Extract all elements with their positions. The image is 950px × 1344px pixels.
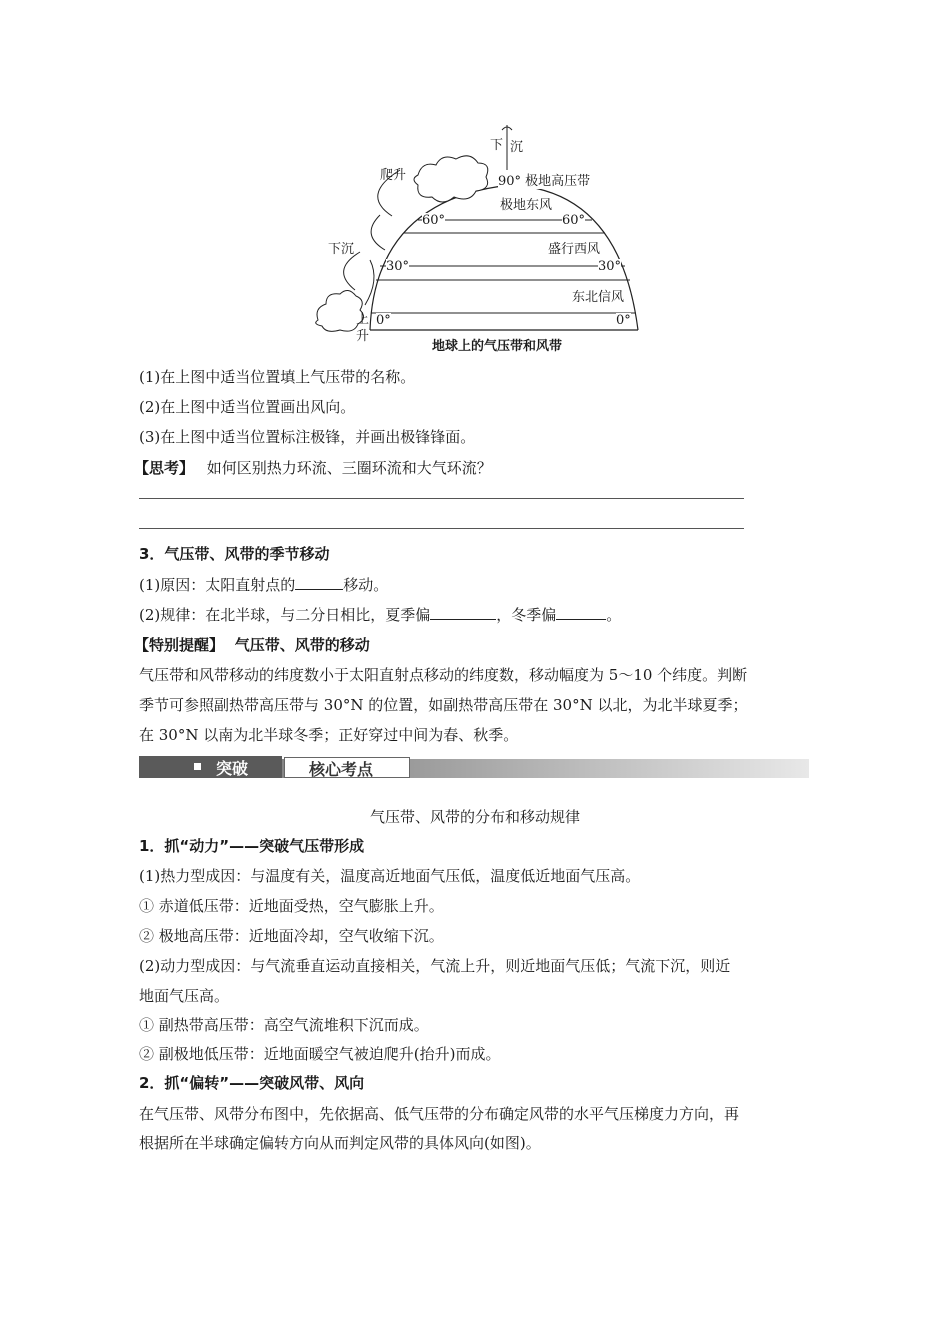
- lat30-left-label: 30°: [386, 259, 410, 274]
- top-arrow-char-2: 沉: [510, 140, 524, 155]
- climb-label: 爬升: [380, 168, 407, 183]
- reason-prefix: (1)原因：太阳直射点的: [139, 576, 296, 594]
- core-p1-b1: ① 副热带高压带：高空气流堆积下沉而成。: [139, 1016, 429, 1034]
- core-p1-b-line1: (2)动力型成因：与气流垂直运动直接相关，气流上升，则近地面气压低；气流下沉，则近: [139, 957, 731, 975]
- trade-winds-label: 东北信风: [572, 290, 625, 305]
- core-p1-b2: ② 副极地低压带：近地面暖空气被迫爬升(抬升)而成。: [139, 1045, 501, 1063]
- lat0-left-label: 0°: [376, 313, 391, 328]
- reminder-heading: [134, 634, 370, 655]
- core-p1-a1: ① 赤道低压带：近地面受热，空气膨胀上升。: [139, 897, 444, 915]
- section3-title: 3．气压带、风带的季节移动: [139, 545, 330, 563]
- think-text: 如何区别热力环流、三圈环流和大气环流？: [206, 459, 492, 477]
- core-p1-a2: ② 极地高压带：近地面冷却，空气收缩下沉。: [139, 927, 444, 945]
- rule-suffix: 。: [606, 606, 622, 624]
- rise-char-1: 上: [356, 312, 370, 327]
- question-1: (1)在上图中适当位置填上气压带的名称。: [139, 368, 416, 386]
- reason-blank[interactable]: [295, 575, 343, 590]
- summer-blank[interactable]: [430, 605, 496, 620]
- rise-char-2: 升: [356, 329, 370, 344]
- core-heading: 气压带、风带的分布和移动规律: [369, 808, 580, 826]
- core-p1-b-line2: 地面气压高。: [139, 987, 230, 1005]
- section3-rule: [139, 604, 621, 625]
- reminder-line-1: 气压带和风带移动的纬度数小于太阳直射点移动的纬度数，移动幅度为 5～10 个纬度。判断: [139, 666, 748, 684]
- reason-suffix: 移动。: [343, 576, 389, 594]
- core-p2-line2: 根据所在半球确定偏转方向从而判定风带的具体风向(如图)。: [139, 1134, 541, 1152]
- diagram-caption: 地球上的气压带和风带: [432, 339, 563, 354]
- upper-cloud-icon: [414, 156, 488, 202]
- think-line: [134, 457, 492, 478]
- lat60-left-label: 60°: [422, 213, 446, 228]
- reminder-line-3: 在 30°N 以南为北半球冬季；正好穿过中间为春、秋季。: [139, 726, 519, 744]
- hadley-cell-arrow: [344, 252, 360, 290]
- core-p1-title: 1．抓“动力”——突破气压带形成: [139, 837, 365, 855]
- core-p2-line1: 在气压带、风带分布图中，先依据高、低气压带的分布确定风带的水平气压梯度力方向，再: [139, 1105, 740, 1123]
- banner-right-box: [284, 757, 410, 778]
- return-arrow: [365, 260, 374, 305]
- question-3: (3)在上图中适当位置标注极锋，并画出极锋锋面。: [139, 428, 476, 446]
- polar-east-label: 极地东风: [500, 198, 553, 213]
- core-p2-title: 2．抓“偏转”——突破风带、风向: [139, 1074, 365, 1092]
- lat60-right-label: 60°: [562, 213, 586, 228]
- rule-prefix: (2)规律：在北半球，与二分日相比，夏季偏: [139, 606, 431, 624]
- core-p1-a: (1)热力型成因：与温度有关，温度高近地面气压低，温度低近地面气压高。: [139, 867, 641, 885]
- reminder-label: 【特别提醒】: [134, 636, 225, 654]
- banner-square-icon: [194, 763, 201, 770]
- winter-blank[interactable]: [556, 605, 606, 620]
- think-label: 【思考】: [134, 459, 195, 477]
- ferrel-cell-arrow: [371, 215, 385, 250]
- section-banner: [139, 756, 809, 780]
- top-arrow-char-1: 下: [490, 138, 504, 153]
- answer-line-2[interactable]: [139, 528, 744, 529]
- reminder-line-2: 季节可参照副热带高压带与 30°N 的位置，如副热带高压带在 30°N 以北，为北半球夏季；: [139, 696, 748, 714]
- banner-left-box: [139, 756, 282, 778]
- section3-reason: [139, 574, 388, 595]
- banner-right-text: 核心考点: [309, 760, 374, 779]
- banner-left-text: 突破: [216, 759, 249, 778]
- answer-line-1[interactable]: [139, 498, 744, 499]
- polar-high-label: 90° 极地高压带: [498, 170, 590, 189]
- lat30-right-label: 30°: [598, 259, 622, 274]
- sink-label: 下沉: [328, 242, 355, 257]
- lat0-right-label: 0°: [616, 313, 631, 328]
- reminder-title: 气压带、风带的移动: [234, 636, 370, 654]
- pressure-wind-diagram: [300, 120, 650, 360]
- rule-mid: ，冬季偏: [496, 606, 557, 624]
- westerlies-label: 盛行西风: [548, 242, 601, 257]
- question-2: (2)在上图中适当位置画出风向。: [139, 398, 356, 416]
